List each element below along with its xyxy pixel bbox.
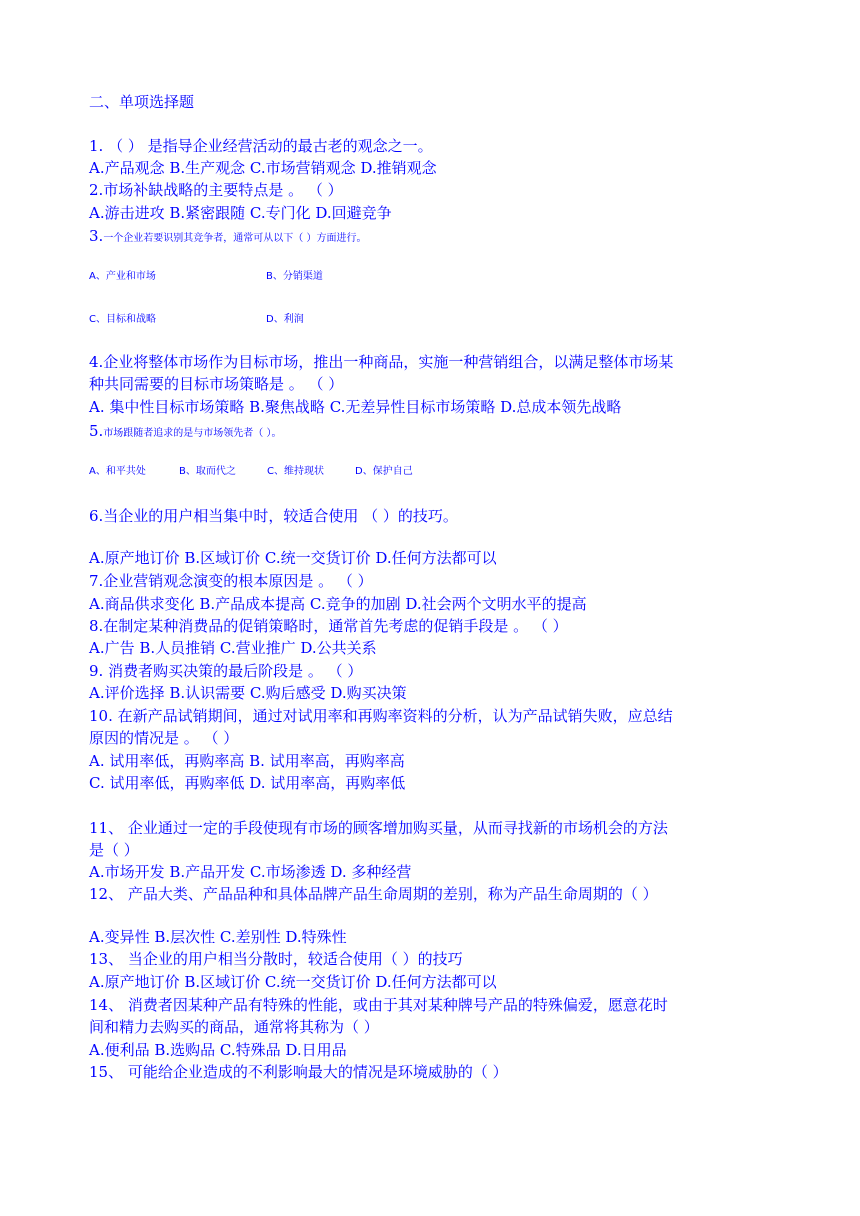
question-5: [89, 421, 282, 444]
question-1: 1. （ ） 是指导企业经营活动的最古老的观念之一。: [89, 137, 433, 155]
question-5-number: 5.: [89, 422, 104, 440]
question-10-options-2: C. 试用率低，再购率低 D. 试用率高，再购率低: [89, 774, 406, 792]
question-5-option-c: C、维持现状: [267, 466, 324, 477]
section-title: 二、单项选择题: [89, 93, 195, 111]
question-12: 12、 产品大类、产品品种和具体品牌产品生命周期的差别，称为产品生命周期的（ ）: [89, 885, 658, 903]
question-11-line-2: 是（ ）: [89, 841, 139, 859]
question-6-options: A.原产地订价 B.区域订价 C.统一交货订价 D.任何方法都可以: [89, 549, 497, 567]
question-2: 2.市场补缺战略的主要特点是 。 （ ）: [89, 181, 343, 199]
question-3-text: 一个企业若要识别其竞争者，通常可从以下（ ）方面进行。: [103, 233, 367, 244]
question-14-line-1: 14、 消费者因某种产品有特殊的性能，或由于其对某种牌号产品的特殊偏爱，愿意花时: [89, 996, 668, 1014]
question-11-line-1: 11、 企业通过一定的手段使现有市场的顾客增加购买量，从而寻找新的市场机会的方法: [89, 819, 668, 837]
question-3-option-b: B、分销渠道: [266, 271, 323, 282]
question-7: 7.企业营销观念演变的根本原因是 。 （ ）: [89, 572, 373, 590]
question-9: 9. 消费者购买决策的最后阶段是 。 （ ）: [89, 662, 363, 680]
question-9-options: A.评价选择 B.认识需要 C.购后感受 D.购买决策: [89, 684, 407, 702]
question-4-line-2: 种共同需要的目标市场策略是 。 （ ）: [89, 375, 344, 393]
question-10-line-1: 10. 在新产品试销期间，通过对试用率和再购率资料的分析，认为产品试销失败，应总结: [89, 707, 673, 725]
question-14-options: A.便利品 B.选购品 C.特殊品 D.日用品: [89, 1041, 347, 1059]
question-1-options: A.产品观念 B.生产观念 C.市场营销观念 D.推销观念: [89, 159, 437, 177]
question-3-option-d: D、利润: [266, 314, 304, 325]
question-8-options: A.广告 B.人员推销 C.营业推广 D.公共关系: [89, 639, 377, 657]
question-5-option-d: D、保护自己: [355, 466, 413, 477]
question-4-line-1: 4.企业将整体市场作为目标市场，推出一种商品，实施一种营销组合，以满足整体市场某: [89, 353, 674, 371]
question-5-option-a: A、和平共处: [89, 466, 146, 477]
question-4-options: A. 集中性目标市场策略 B.聚焦战略 C.无差异性目标市场策略 D.总成本领先战略: [89, 398, 622, 416]
question-13-options: A.原产地订价 B.区域订价 C.统一交货订价 D.任何方法都可以: [89, 973, 497, 991]
question-13: 13、 当企业的用户相当分散时，较适合使用（ ）的技巧: [89, 950, 463, 968]
question-11-options: A.市场开发 B.产品开发 C.市场渗透 D. 多种经营: [89, 863, 412, 881]
question-10-options-1: A. 试用率低，再购率高 B. 试用率高，再购率高: [89, 752, 405, 770]
question-8: 8.在制定某种消费品的促销策略时，通常首先考虑的促销手段是 。 （ ）: [89, 617, 568, 635]
question-3-number: 3.: [89, 227, 104, 245]
question-3: [89, 226, 367, 249]
question-2-options: A.游击进攻 B.紧密跟随 C.专门化 D.回避竞争: [89, 204, 392, 222]
question-5-option-b: B、取而代之: [179, 466, 236, 477]
question-5-text: 市场跟随者追求的是与市场领先者（ ）。: [103, 428, 282, 439]
question-14-line-2: 间和精力去购买的商品，通常将其称为（ ）: [89, 1018, 379, 1036]
question-3-option-a: A、产业和市场: [89, 271, 156, 282]
question-6: 6.当企业的用户相当集中时，较适合使用 （ ）的技巧。: [89, 507, 458, 525]
question-15: 15、 可能给企业造成的不利影响最大的情况是环境威胁的（ ）: [89, 1063, 508, 1081]
question-3-option-c: C、目标和战略: [89, 314, 156, 325]
question-7-options: A.商品供求变化 B.产品成本提高 C.竞争的加剧 D.社会两个文明水平的提高: [89, 595, 587, 613]
question-10-line-2: 原因的情况是 。 （ ）: [89, 729, 239, 747]
question-12-options: A.变异性 B.层次性 C.差别性 D.特殊性: [89, 928, 347, 946]
